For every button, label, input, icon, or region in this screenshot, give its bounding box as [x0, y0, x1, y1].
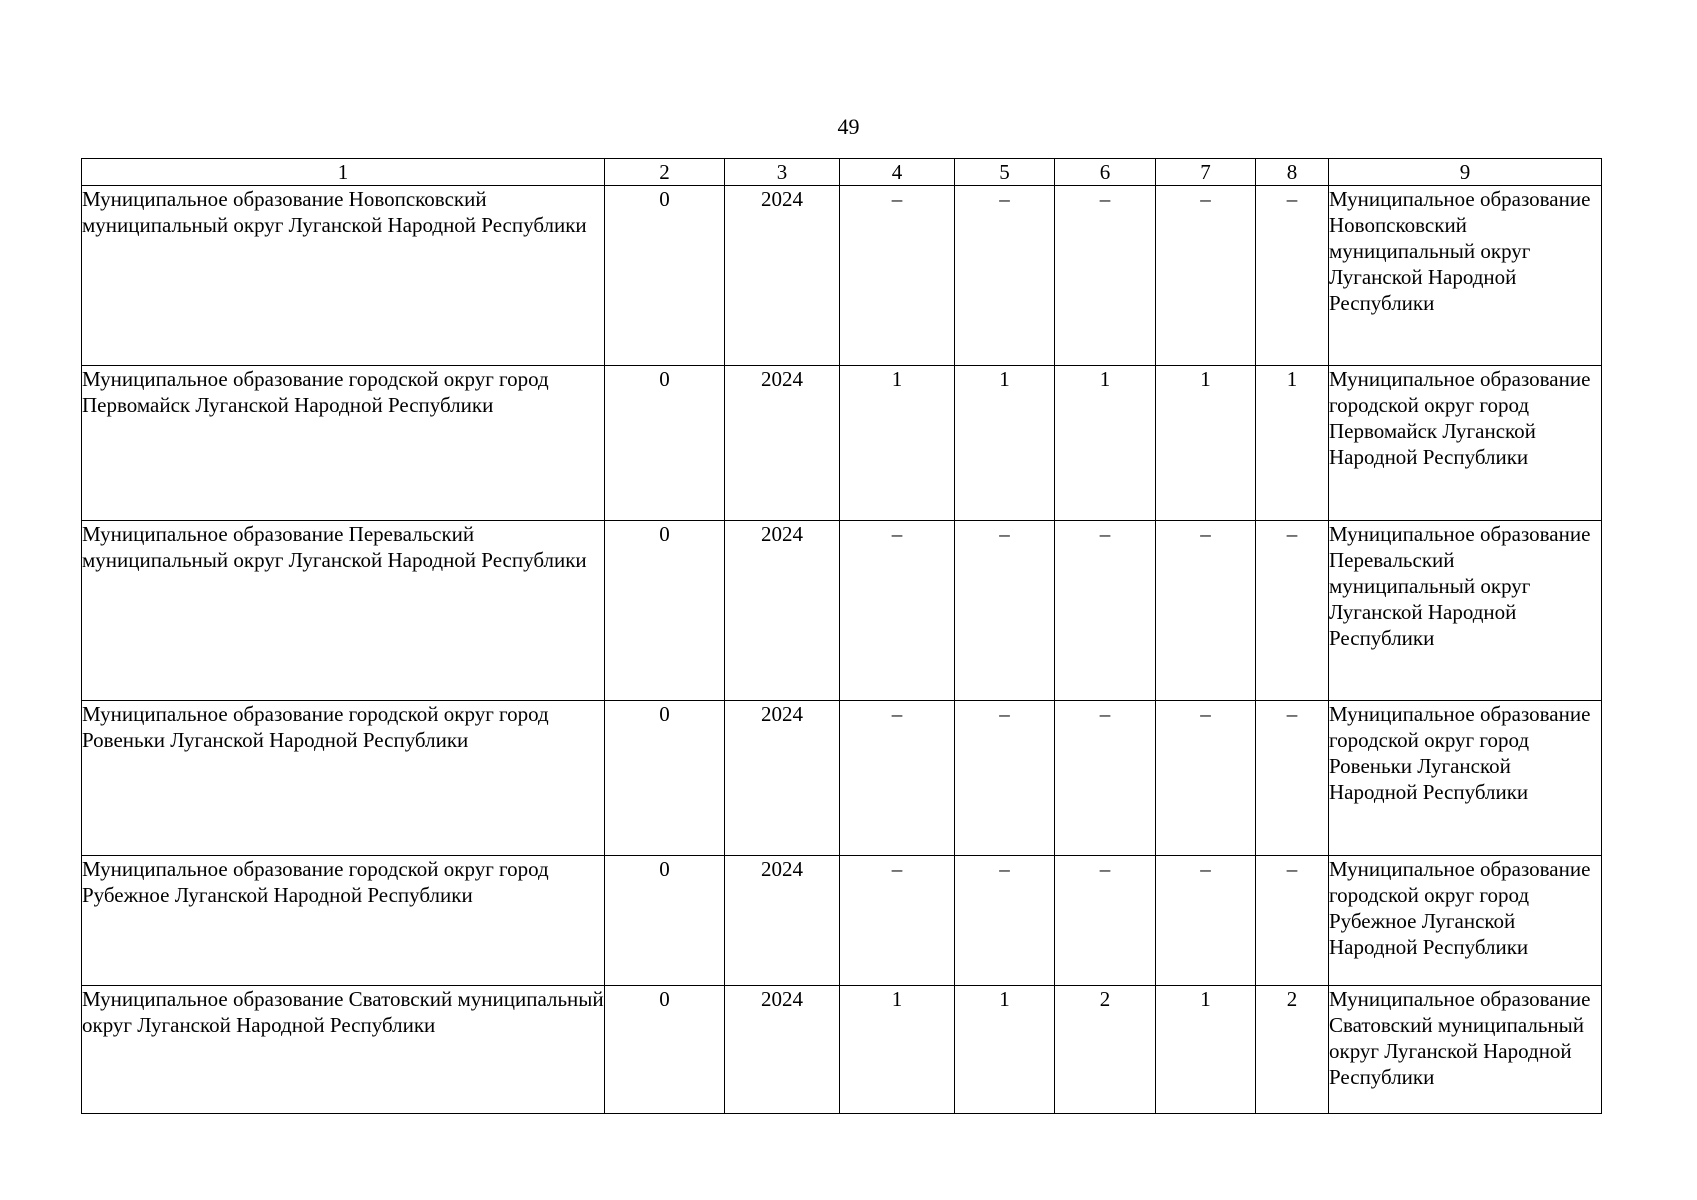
- table-cell: 0: [605, 366, 725, 521]
- table-cell: –: [1256, 521, 1329, 701]
- header-row: [82, 159, 1602, 186]
- table-cell: –: [1156, 521, 1256, 701]
- column-header: 4: [840, 159, 955, 186]
- table-cell: 1: [955, 366, 1055, 521]
- responsible-entity-cell: Муниципальное образование Новопсковский муниципальный округ Луганской Народной Республики: [1329, 186, 1602, 366]
- table-cell: –: [955, 701, 1055, 856]
- data-table: [81, 158, 1602, 1114]
- table-cell: –: [1156, 186, 1256, 366]
- year-cell: 2024: [725, 986, 840, 1114]
- table-cell: –: [1055, 856, 1156, 986]
- table-row: [82, 366, 1602, 521]
- responsible-entity-cell: Муниципальное образование городской округ город Рубежное Луганской Народной Республики: [1329, 856, 1602, 986]
- column-header: 6: [1055, 159, 1156, 186]
- column-header: 5: [955, 159, 1055, 186]
- table-cell: –: [955, 856, 1055, 986]
- table-cell: –: [955, 186, 1055, 366]
- column-header: 9: [1329, 159, 1602, 186]
- table-cell: –: [1256, 856, 1329, 986]
- column-header: 2: [605, 159, 725, 186]
- table-cell: –: [840, 186, 955, 366]
- municipality-name-cell: Муниципальное образование городской округ город Первомайск Луганской Народной Республики: [82, 366, 605, 521]
- table-cell: –: [1055, 186, 1156, 366]
- table-row: [82, 521, 1602, 701]
- column-header: 8: [1256, 159, 1329, 186]
- year-cell: 2024: [725, 701, 840, 856]
- table-cell: 0: [605, 521, 725, 701]
- table-cell: 2: [1055, 986, 1156, 1114]
- table-cell: –: [840, 856, 955, 986]
- municipality-name-cell: Муниципальное образование Сватовский муниципальный округ Луганской Народной Республики: [82, 986, 605, 1114]
- table-cell: –: [955, 521, 1055, 701]
- table-cell: –: [840, 701, 955, 856]
- table-row: [82, 701, 1602, 856]
- year-cell: 2024: [725, 521, 840, 701]
- table-cell: –: [1256, 701, 1329, 856]
- table-cell: 1: [1055, 366, 1156, 521]
- column-header: 3: [725, 159, 840, 186]
- responsible-entity-cell: Муниципальное образование Сватовский муниципальный округ Луганской Народной Республики: [1329, 986, 1602, 1114]
- table-cell: –: [1156, 701, 1256, 856]
- table-cell: 1: [840, 986, 955, 1114]
- table-row: [82, 186, 1602, 366]
- table-cell: 0: [605, 856, 725, 986]
- responsible-entity-cell: Муниципальное образование городской округ город Ровеньки Луганской Народной Республики: [1329, 701, 1602, 856]
- year-cell: 2024: [725, 186, 840, 366]
- table-cell: 1: [1256, 366, 1329, 521]
- municipality-name-cell: Муниципальное образование городской округ город Рубежное Луганской Народной Республики: [82, 856, 605, 986]
- table-row: [82, 986, 1602, 1114]
- column-header: 7: [1156, 159, 1256, 186]
- table-cell: –: [840, 521, 955, 701]
- table-cell: –: [1256, 186, 1329, 366]
- municipality-name-cell: Муниципальное образование Перевальский муниципальный округ Луганской Народной Республики: [82, 521, 605, 701]
- table-cell: 0: [605, 186, 725, 366]
- table-cell: 2: [1256, 986, 1329, 1114]
- table-cell: –: [1055, 701, 1156, 856]
- table-cell: 0: [605, 986, 725, 1114]
- table-cell: 0: [605, 701, 725, 856]
- year-cell: 2024: [725, 366, 840, 521]
- table-row: [82, 856, 1602, 986]
- responsible-entity-cell: Муниципальное образование городской округ город Первомайск Луганской Народной Республики: [1329, 366, 1602, 521]
- year-cell: 2024: [725, 856, 840, 986]
- table-cell: –: [1156, 856, 1256, 986]
- page-number: 49: [837, 114, 860, 139]
- table-cell: 1: [1156, 986, 1256, 1114]
- table-cell: 1: [840, 366, 955, 521]
- municipality-name-cell: Муниципальное образование Новопсковский муниципальный округ Луганской Народной Республики: [82, 186, 605, 366]
- column-header: 1: [82, 159, 605, 186]
- municipality-name-cell: Муниципальное образование городской округ город Ровеньки Луганской Народной Республики: [82, 701, 605, 856]
- table-cell: 1: [955, 986, 1055, 1114]
- table-cell: –: [1055, 521, 1156, 701]
- table-cell: 1: [1156, 366, 1256, 521]
- responsible-entity-cell: Муниципальное образование Перевальский муниципальный округ Луганской Народной Республики: [1329, 521, 1602, 701]
